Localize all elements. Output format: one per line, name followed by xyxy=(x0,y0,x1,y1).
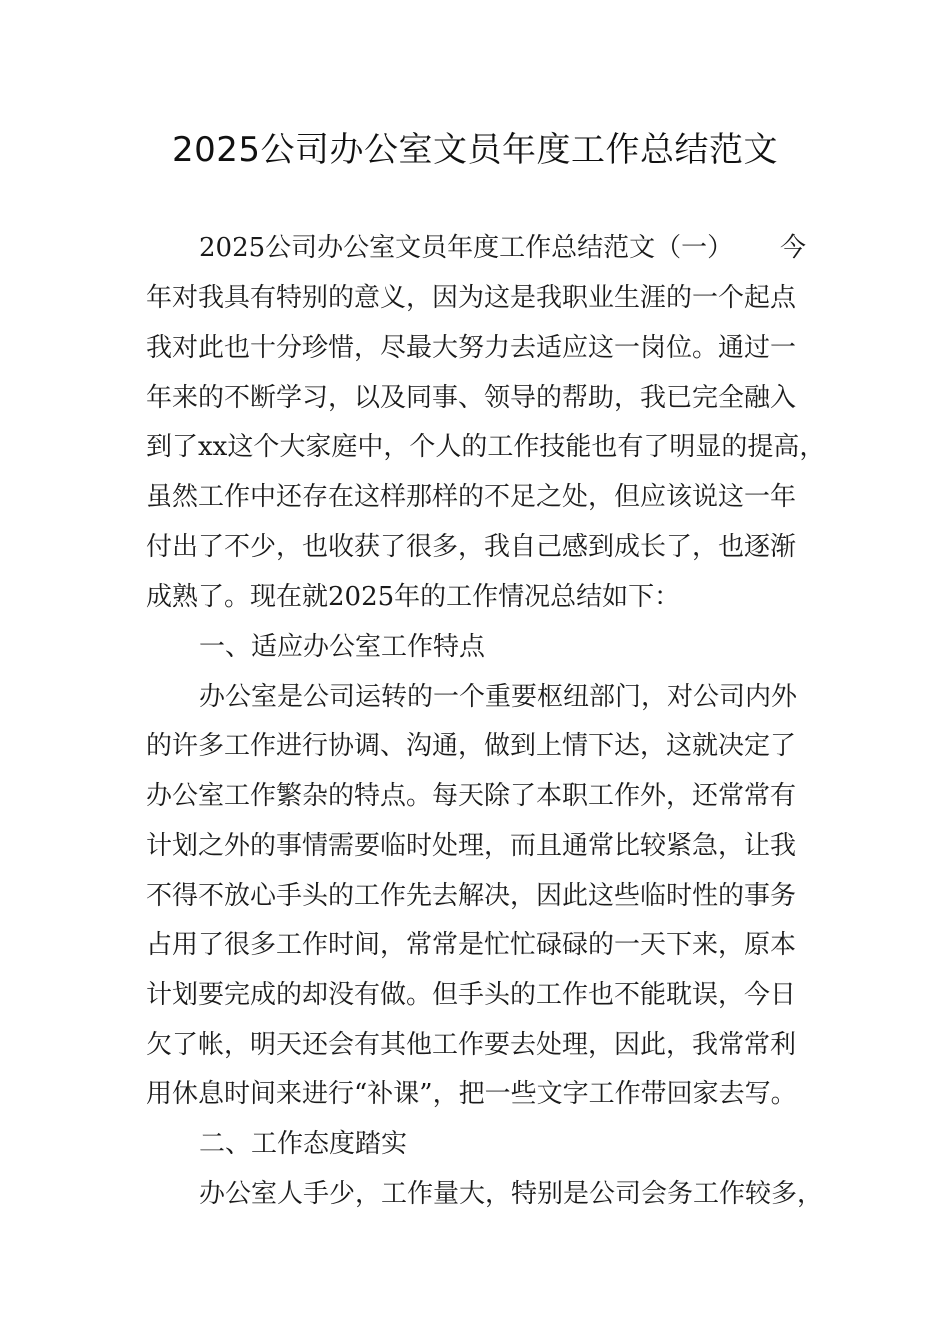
paragraph-line: 办公室工作繁杂的特点。每天除了本职工作外，还常常有 xyxy=(146,781,797,811)
paragraph-line: 付出了不少，也收获了很多，我自己感到成长了，也逐渐 xyxy=(146,532,797,562)
paragraph-line: 年对我具有特别的意义，因为这是我职业生涯的一个起点 xyxy=(146,283,797,313)
paragraph-line: 2025公司办公室文员年度工作总结范文（一） xyxy=(199,233,734,263)
paragraph-line: 成熟了。现在就2025年的工作情况总结如下： xyxy=(146,582,681,612)
paragraph-line: 办公室人手少，工作量大，特别是公司会务工作较多， xyxy=(199,1179,824,1209)
paragraph-line: 欠了帐，明天还会有其他工作要去处理，因此，我常常利 xyxy=(146,1030,797,1060)
paragraph-line: 到了xx这个大家庭中，个人的工作技能也有了明显的提高， xyxy=(146,432,826,462)
paragraph-line: 我对此也十分珍惜，尽最大努力去适应这一岗位。通过一 xyxy=(146,333,797,363)
paragraph-line: 虽然工作中还存在这样那样的不足之处，但应该说这一年 xyxy=(146,482,797,512)
paragraph-line: 的许多工作进行协调、沟通，做到上情下达，这就决定了 xyxy=(146,731,797,761)
paragraph-line: 今 xyxy=(780,233,807,263)
paragraph-line: 用休息时间来进行“补课”，把一些文字工作带回家去写。 xyxy=(146,1079,797,1109)
section-heading: 二、工作态度踏实 xyxy=(199,1129,408,1159)
section-heading: 一、适应办公室工作特点 xyxy=(199,632,486,662)
paragraph-line: 不得不放心手头的工作先去解决，因此这些临时性的事务 xyxy=(146,881,797,911)
paragraph-line: 占用了很多工作时间，常常是忙忙碌碌的一天下来，原本 xyxy=(146,930,797,960)
paragraph-line: 计划之外的事情需要临时处理，而且通常比较紧急，让我 xyxy=(146,831,797,861)
paragraph-line: 年来的不断学习，以及同事、领导的帮助，我已完全融入 xyxy=(146,383,797,413)
paragraph-line: 办公室是公司运转的一个重要枢纽部门，对公司内外 xyxy=(199,682,798,712)
document-title: 2025公司办公室文员年度工作总结范文 xyxy=(171,130,779,170)
paragraph-line: 计划要完成的却没有做。但手头的工作也不能耽误，今日 xyxy=(146,980,797,1010)
